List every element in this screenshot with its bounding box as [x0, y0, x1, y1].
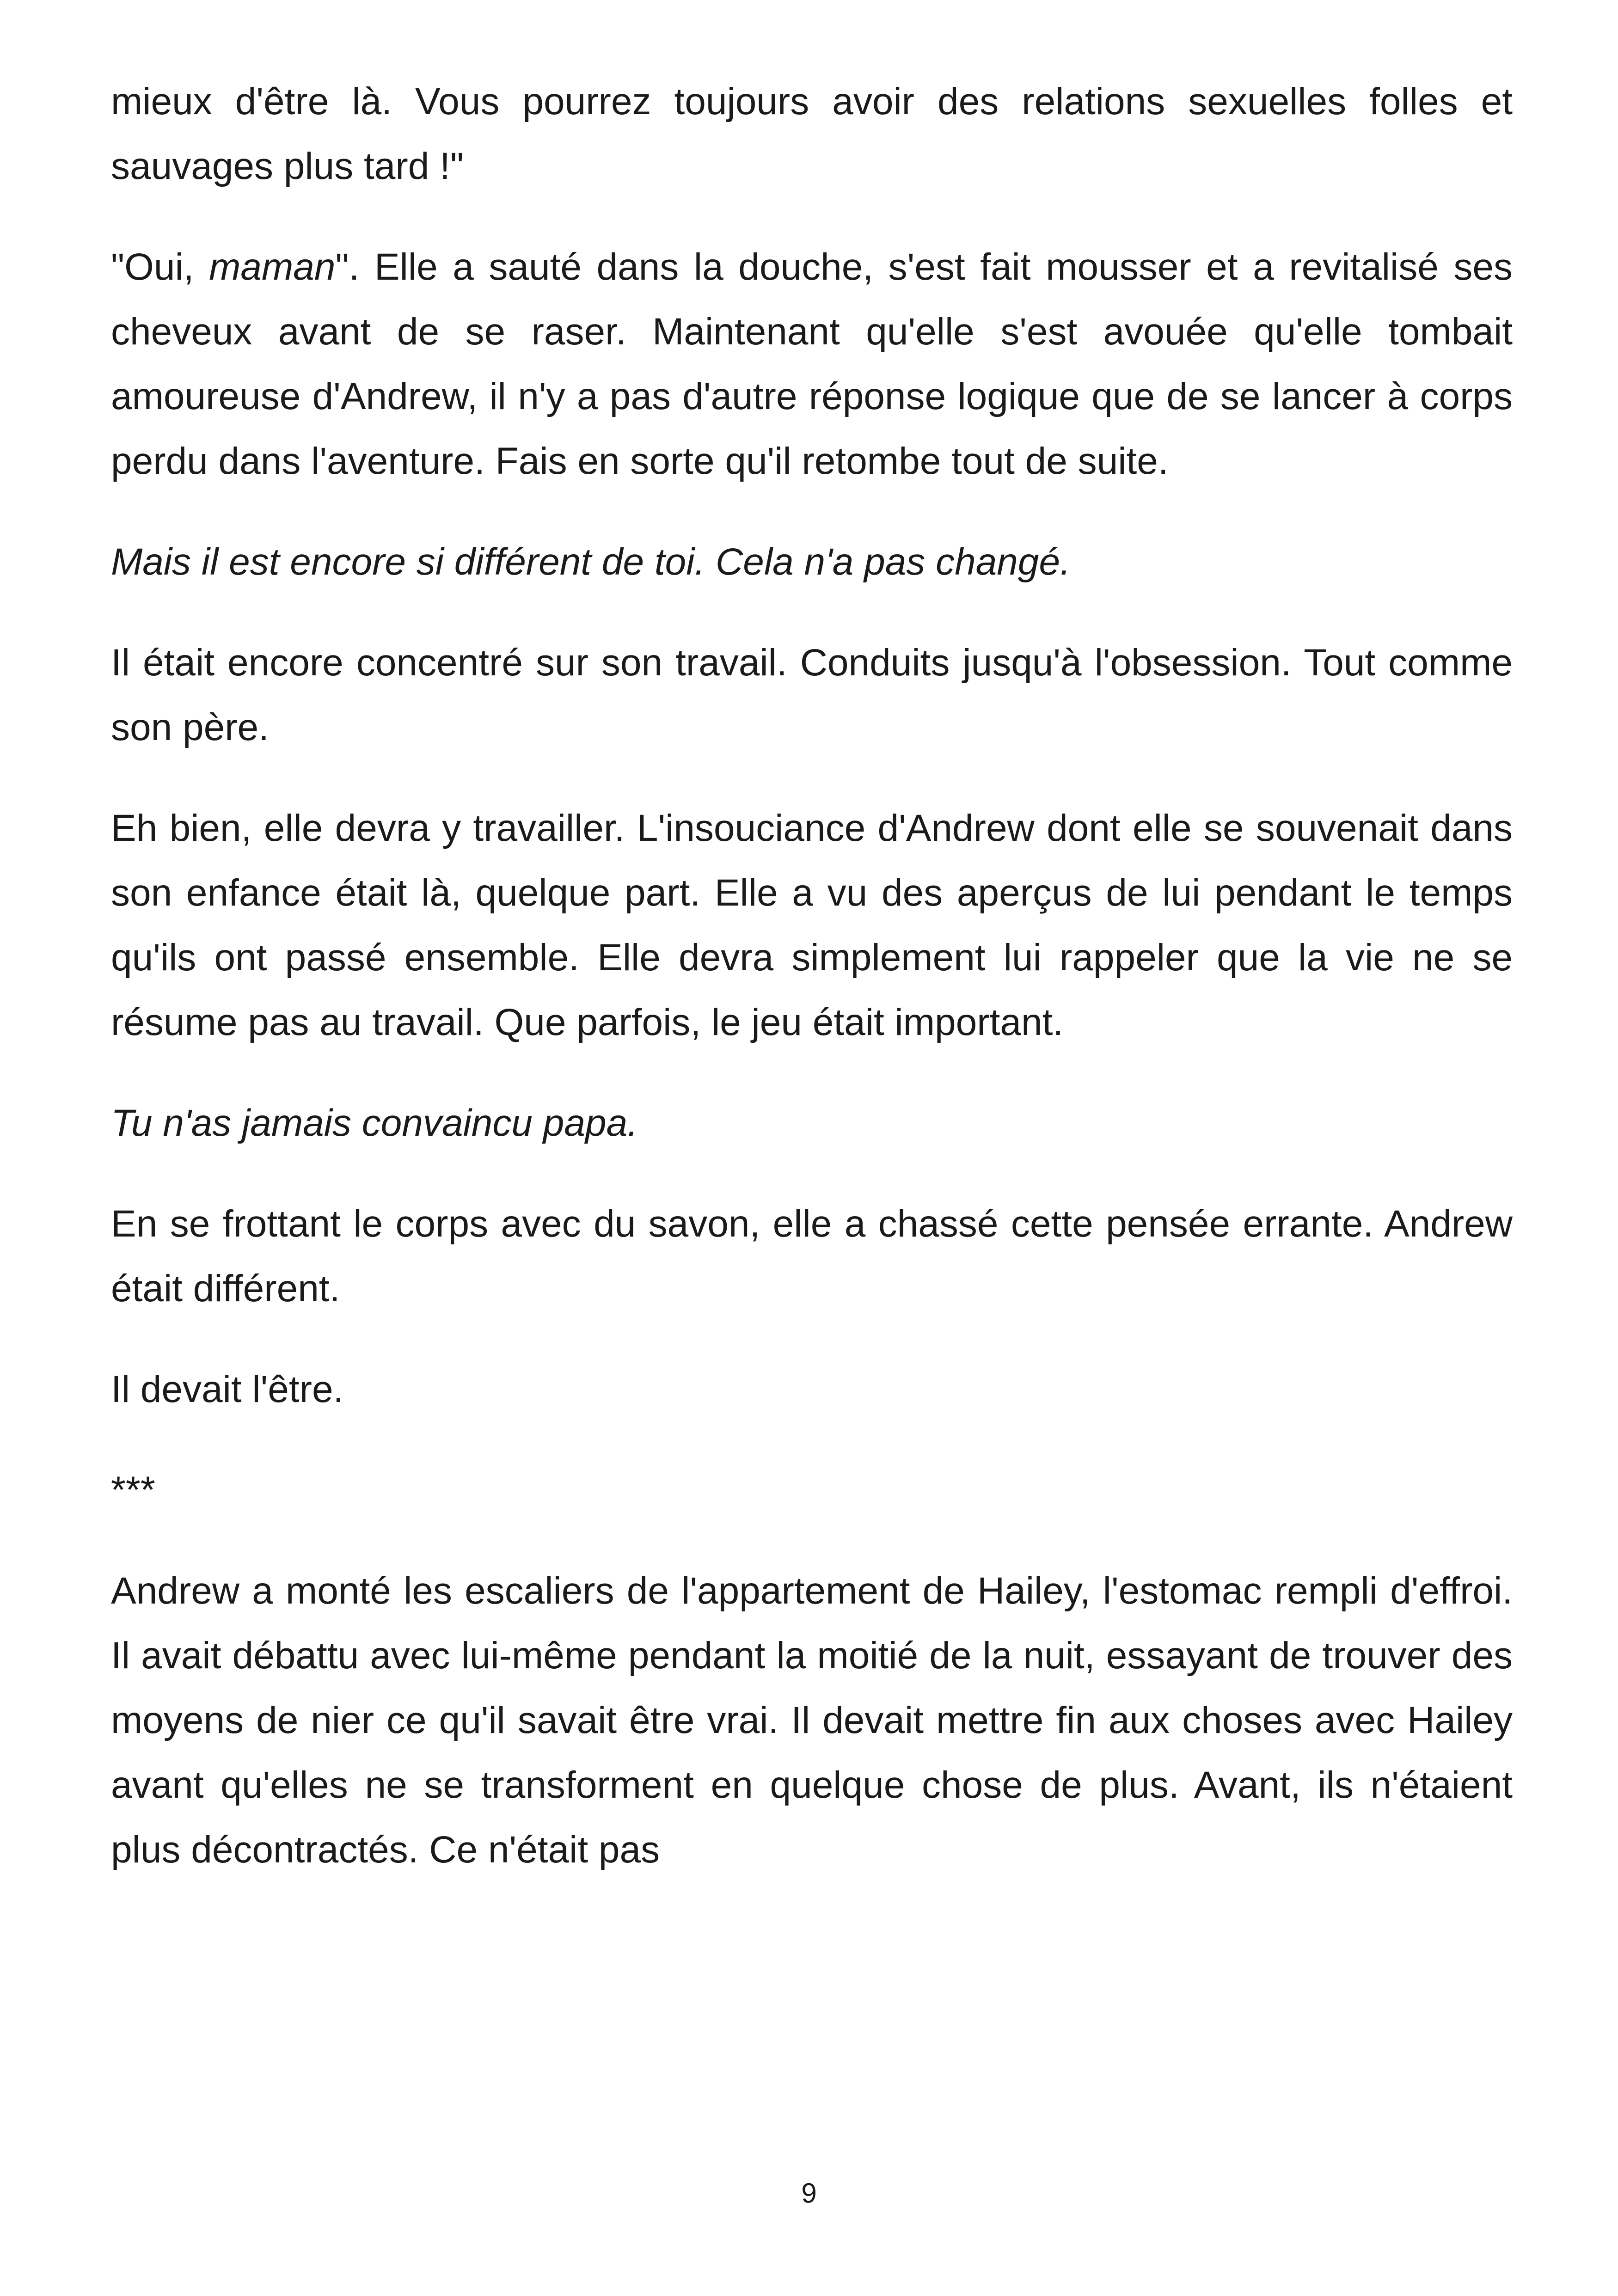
paragraph-5-text: Eh bien, elle devra y travailler. L'insouciance d'Andrew dont elle se souvenait dans son enfance était là, quelque part. Elle a vu des aperçus de lui pendant le temps qu'ils ont passé ensemble. Elle devra simplement lui rappeler que la vie ne se résume pas au travail. Que parfois, le jeu était important. — [111, 807, 1513, 1043]
paragraph-10-text: Andrew a monté les escaliers de l'appartement de Hailey, l'estomac rempli d'effroi. Il avait débattu avec lui-même pendant la moitié de la nuit, essayant de trouver des moyens de nier ce qu'il savait être vrai. Il devait mettre fin aux choses avec Hailey avant qu'elles ne se transforment en quelque chose de plus. Avant, ils n'étaient plus décontractés. Ce n'était pas — [111, 1570, 1513, 1871]
paragraph-2-text-start: "Oui, — [111, 246, 209, 288]
page-body — [111, 69, 1513, 1918]
paragraph-1 — [111, 69, 1513, 199]
paragraph-3-italic-thought — [111, 530, 1513, 594]
paragraph-4-text: Il était encore concentré sur son travail. Conduits jusqu'à l'obsession. Tout comme son père. — [111, 642, 1513, 748]
scene-break-text: *** — [111, 1469, 155, 1511]
paragraph-5 — [111, 796, 1513, 1055]
paragraph-1-text: mieux d'être là. Vous pourrez toujours avoir des relations sexuelles folles et sauvages plus tard !" — [111, 80, 1513, 187]
page-number: 9 — [801, 2178, 817, 2209]
paragraph-7-text: En se frottant le corps avec du savon, elle a chassé cette pensée errante. Andrew était différent. — [111, 1203, 1513, 1310]
paragraph-2 — [111, 235, 1513, 494]
scene-break — [111, 1458, 1513, 1523]
paragraph-4 — [111, 631, 1513, 760]
paragraph-7 — [111, 1192, 1513, 1321]
paragraph-10 — [111, 1559, 1513, 1882]
paragraph-8 — [111, 1357, 1513, 1422]
paragraph-2-text-end: ". Elle a sauté dans la douche, s'est fait mousser et a revitalisé ses cheveux avant de se raser. Maintenant qu'elle s'est avouée qu'elle tombait amoureuse d'Andrew, il n'y a pas d'autre réponse logique que de se lancer à corps perdu dans l'aventure. Fais en sorte qu'il retombe tout de suite. — [111, 246, 1513, 482]
paragraph-2-italic-word: maman — [209, 246, 336, 288]
paragraph-3-text: Mais il est encore si différent de toi. Cela n'a pas changé. — [111, 541, 1071, 583]
paragraph-6-text: Tu n'as jamais convaincu papa. — [111, 1102, 638, 1144]
paragraph-8-text: Il devait l'être. — [111, 1368, 344, 1410]
paragraph-6-italic-thought — [111, 1091, 1513, 1156]
